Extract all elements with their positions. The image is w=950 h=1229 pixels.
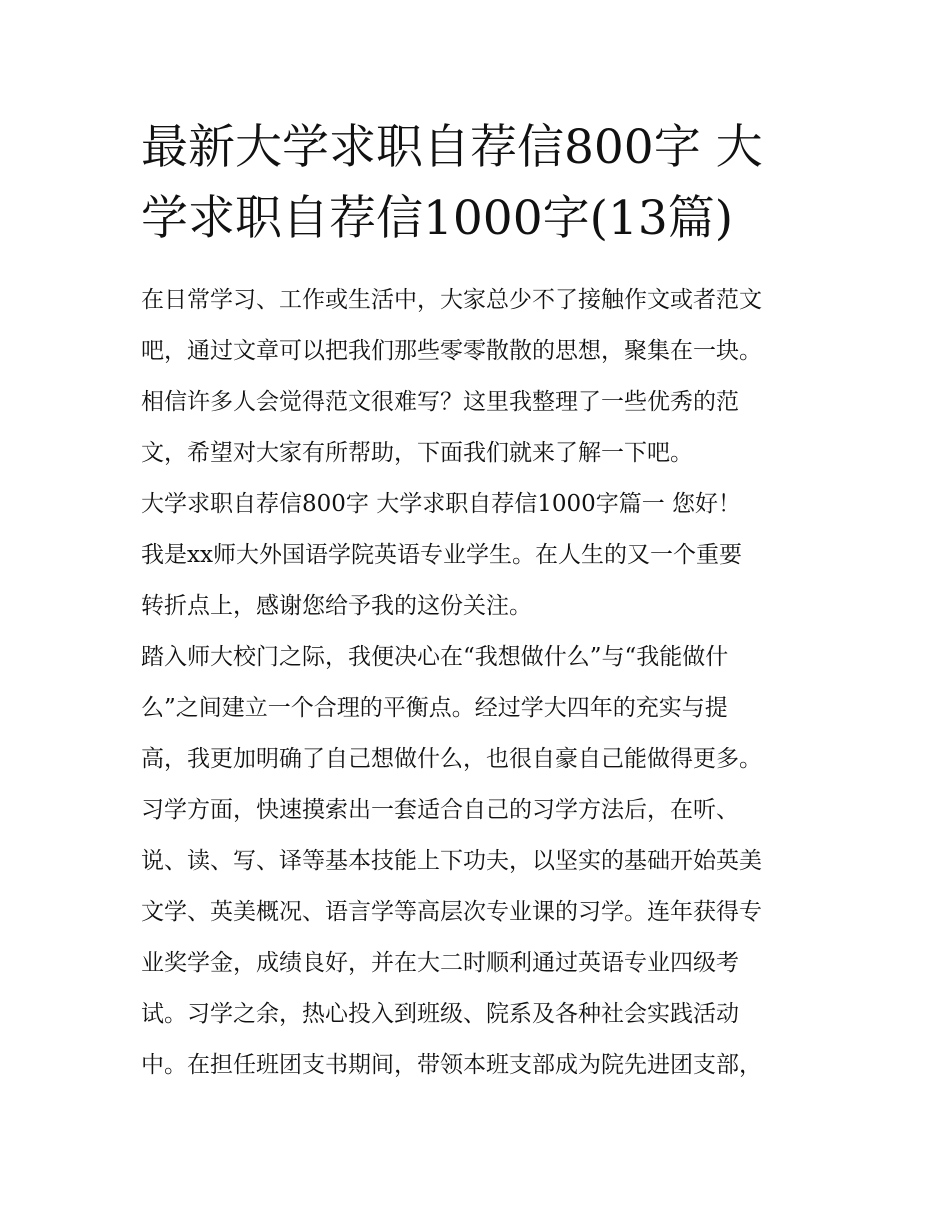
body-line: 踏入师大校门之际，我便决心在“我想做什么”与“我能做什 [141, 644, 729, 670]
body-line: 文，希望对大家有所帮助，下面我们就来了解一下吧。 [141, 440, 693, 466]
body-line: 文学、英美概况、语言学等高层次专业课的习学。连年获得专 [141, 899, 762, 925]
body-line: 说、读、写、译等基本技能上下功夫，以坚实的基础开始英美 [141, 848, 762, 874]
body-line: 大学求职自荐信800字 大学求职自荐信1000字篇一 您好！ [141, 491, 742, 517]
body-line: 么”之间建立一个合理的平衡点。经过学大四年的充实与提 [141, 695, 728, 721]
body-line: 业奖学金，成绩良好，并在大二时顺利通过英语专业四级考 [141, 950, 739, 976]
body-line: 在日常学习、工作或生活中，大家总少不了接触作文或者范文 [141, 287, 762, 313]
body-line: 中。在担任班团支书期间，带领本班支部成为院先进团支部， [141, 1052, 762, 1078]
title-line: 学求职自荐信1000字(13篇) [141, 191, 734, 246]
body-line: 我是xx师大外国语学院英语专业学生。在人生的又一个重要 [141, 542, 742, 568]
title-line: 最新大学求职自荐信800字 大 [141, 120, 763, 175]
body-line: 试。习学之余，热心投入到班级、院系及各种社会实践活动 [141, 1001, 739, 1027]
body-line: 高，我更加明确了自己想做什么，也很自豪自己能做得更多。 [141, 746, 762, 772]
document-title [141, 112, 821, 254]
document-body [141, 281, 831, 1097]
body-line: 相信许多人会觉得范文很难写？这里我整理了一些优秀的范 [141, 389, 739, 415]
body-line: 习学方面，快速摸索出一套适合自己的习学方法后，在听、 [141, 797, 739, 823]
body-line: 转折点上，感谢您给予我的这份关注。 [141, 593, 532, 619]
body-line: 吧，通过文章可以把我们那些零零散散的思想，聚集在一块。 [141, 338, 762, 364]
